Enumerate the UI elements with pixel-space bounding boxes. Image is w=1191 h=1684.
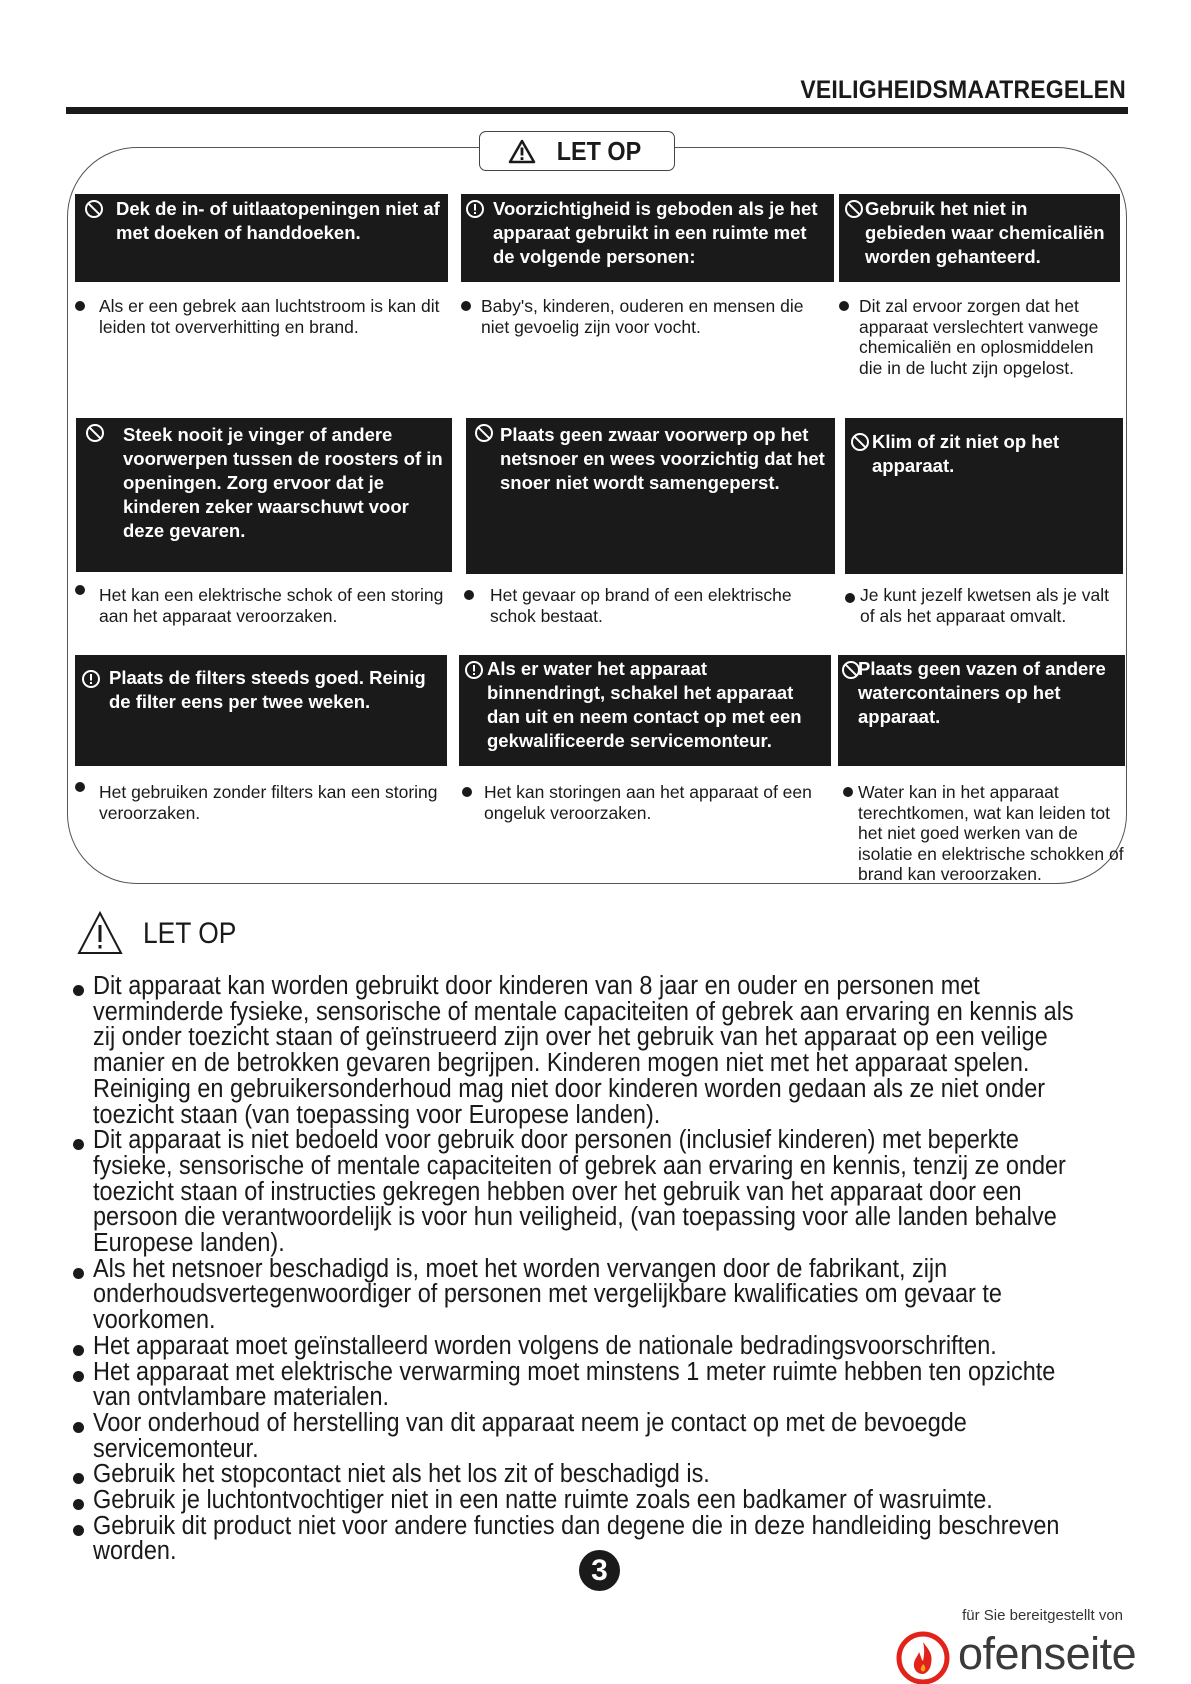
caution-icon [81,669,101,689]
warning-note-text: Het gebruiken zonder filters kan een storing veroorzaken. [99,782,438,823]
warning-card-text: Klim of zit niet op het apparaat. [872,431,1060,476]
warning-card-4 [76,418,452,572]
prohibited-icon [84,199,104,219]
list-item-text: Als het netsnoer beschadigd is, moet het worden vervangen door de fabrikant, zijn onderhoudsvertegenwoordiger of personen met vergelijkbare kwalificaties om gevaar te voorkomen. [93,1254,1002,1335]
list-item-text: Het apparaat moet geïnstalleerd worden volgens de nationale bedradingsvoorschriften. [93,1331,997,1360]
warning-triangle-icon [76,910,124,956]
warning-note-text: Het gevaar op brand of een elektrische schok bestaat. [490,585,792,626]
list-item [66,1408,1126,1463]
warning-note-2 [461,296,831,337]
warning-card-text: Voorzichtigheid is geboden als je het apparaat gebruikt in een ruimte met de volgende personen: [493,198,818,267]
bullet-dot [73,1422,84,1433]
flame-logo-icon [893,1628,953,1684]
list-item-text: Het apparaat met elektrische verwarming moet minstens 1 meter ruimte hebben ten opzichte van ontvlambare materialen. [93,1357,1056,1412]
warning-note-6 [845,585,1123,626]
page-header-title: VEILIGHEIDSMAATREGELEN [800,76,1126,104]
bullet-dot [75,301,85,311]
prohibited-icon [85,423,105,443]
warning-card-text: Gebruik het niet in gebieden waar chemicaliën worden gehanteerd. [865,198,1105,267]
provided-by-text: für Sie bereitgestellt von [962,1607,1123,1624]
warning-note-text: Water kan in het apparaat terechtkomen, wat kan leiden tot het niet goed werken van de isolatie en elektrische schokken of brand kan veroorzaken. [858,782,1124,884]
warning-note-5 [464,585,834,626]
warning-note-1 [75,296,445,337]
warning-card-1 [75,194,448,282]
warning-card-5 [466,418,835,574]
caution-card-8 [459,655,831,766]
list-item [66,1462,1126,1488]
bullet-dot [464,590,474,600]
bullet-dot [73,985,84,996]
warning-card-text: Plaats geen zwaar voorwerp op het netsnoer en wees voorzichtig dat het snoer niet wordt samengeperst. [500,424,825,493]
warning-note-3 [839,296,1117,378]
list-item-text: Gebruik dit product niet voor andere functies dan degene die in deze handleiding beschreven worden. [93,1511,1060,1566]
bullet-dot [73,1345,84,1356]
prohibited-icon [844,199,864,219]
list-item-text: Dit apparaat is niet bedoeld voor gebruik door personen (inclusief kinderen) met beperkte fysieke, sensorische of mentale capaciteiten of gebrek aan ervaring en kennis, tenzij ze onder toezicht staan of instructies gekregen hebben over het gebruik van het apparaat door een persoon die verantwoordelijk is voor hun veiligheid, (van toepassing voor alle landen behalve Europese landen). [93,1126,1066,1258]
list-item [66,1331,1126,1360]
bullet-dot [843,787,853,797]
bullet-dot [75,585,85,595]
warning-note-8 [462,782,832,823]
bullet-dot [73,1139,84,1150]
list-item [66,1357,1126,1412]
warning-note-text: Dit zal ervoor zorgen dat het apparaat verslechtert vanwege chemicaliën en oplosmiddelen die in de lucht zijn opgelost. [859,296,1099,378]
list-item-text: Dit apparaat kan worden gebruikt door kinderen van 8 jaar en ouder en personen met verminderde fysieke, sensorische of mentale capaciteiten of gebrek aan ervaring en kennis als zij onder toezicht staan of geïnstrueerd zijn over het gebruik van het apparaat op een veilige manier en de betrokken gevaren begrijpen. Kinderen mogen niet met het apparaat spelen. Reiniging en gebruikersonderhoud mag niet door kinderen worden gedaan als ze niet onder toezicht staan (van toepassing voor Europese landen). [93,972,1074,1129]
bullet-dot [73,1371,84,1382]
warning-card-text: Steek nooit je vinger of andere voorwerpen tussen de roosters of in openingen. Zorg ervoor dat je kinderen zeker waarschuwt voor deze gevaren. [123,424,443,541]
list-item [66,1488,1126,1514]
list-item-text: Gebruik je luchtontvochtiger niet in een natte ruimte zoals een badkamer of wasruimte. [93,1486,993,1515]
warning-panel-tab [479,131,675,171]
warning-note-4 [75,585,455,626]
warning-note-text: Je kunt jezelf kwetsen als je valt of als het apparaat omvalt. [860,585,1110,626]
bullet-dot [73,1268,84,1279]
bullet-dot [461,301,471,311]
warning-card-text: Als er water het apparaat binnendringt, schakel het apparaat dan uit en neem contact op met een gekwalificeerde servicemonteur. [487,658,802,751]
prohibited-icon [474,423,494,443]
warning-note-9 [843,782,1127,885]
warning-note-text: Baby's, kinderen, ouderen en mensen die niet gevoelig zijn voor vocht. [481,296,804,337]
list-item [66,1128,1126,1257]
warning-panel-title: LET OP [556,135,642,166]
warning-card-6 [845,418,1123,574]
caution-card-2 [461,194,834,282]
list-item [66,974,1126,1128]
warning-note-text: Als er een gebrek aan luchtstroom is kan dit leiden tot oververhitting en brand. [99,296,440,337]
list-item-text: Gebruik het stopcontact niet als het los zit of beschadigd is. [93,1460,710,1489]
warning-note-text: Het kan storingen aan het apparaat of een ongeluk veroorzaken. [484,782,812,823]
caution-icon [464,660,484,680]
section-title: LET OP [143,917,237,950]
warning-note-7 [75,782,445,823]
warning-card-text: Plaats de filters steeds goed. Reinig de filter eens per twee weken. [109,667,426,712]
warning-triangle-icon [508,139,536,164]
warning-card-3 [839,194,1120,282]
bullet-dot [462,787,472,797]
header-divider [66,107,1128,114]
warning-card-9 [838,655,1125,766]
safety-bullet-list [66,974,1126,1565]
caution-icon [465,199,485,219]
list-item-text: Voor onderhoud of herstelling van dit apparaat neem je contact op met de bevoegde servicemonteur. [93,1408,967,1463]
bullet-dot [73,1499,84,1510]
warning-card-text: Dek de in- of uitlaatopeningen niet af met doeken of handdoeken. [116,198,440,243]
page-number: 3 [579,1550,620,1591]
bullet-dot [845,593,855,603]
caution-card-7 [75,655,447,766]
prohibited-icon [850,432,870,452]
bullet-dot [839,301,849,311]
bullet-dot [75,782,85,792]
list-item [66,1254,1126,1335]
bullet-dot [73,1473,84,1484]
warning-note-text: Het kan een elektrische schok of een storing aan het apparaat veroorzaken. [99,585,444,626]
brand-name: ofenseite [958,1628,1137,1679]
warning-card-text: Plaats geen vazen of andere watercontainers op het apparaat. [858,658,1106,727]
bullet-dot [73,1525,84,1536]
